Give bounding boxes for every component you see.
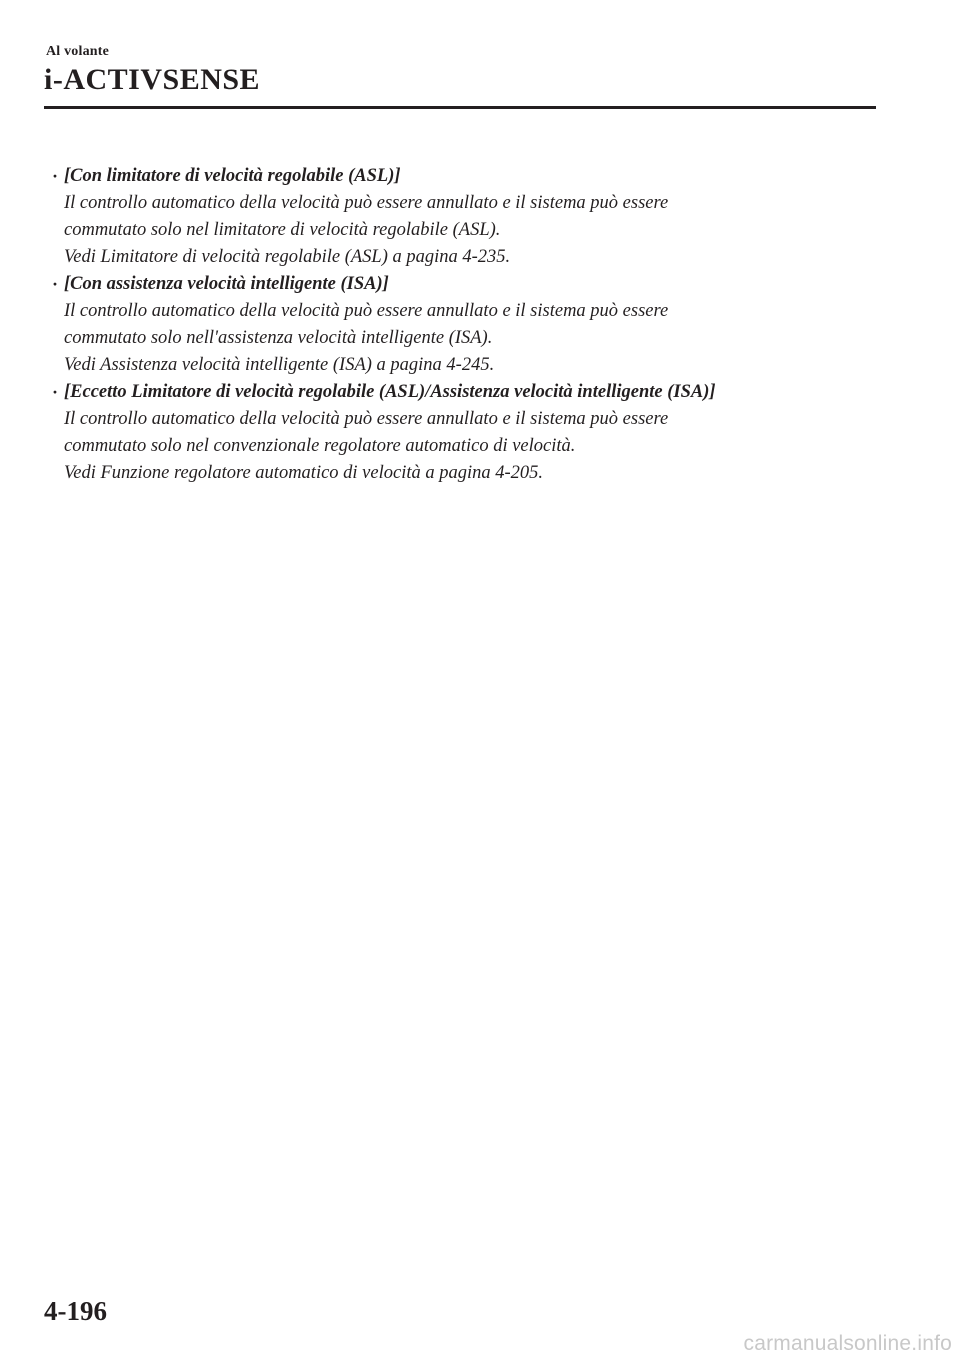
item-page-reference: Vedi Limitatore di velocità regolabile (ASL) a pagina 4-235. [64,247,511,267]
bullet-dot: · [52,382,59,402]
watermark: carmanualsonline.info [743,1332,952,1355]
item-text: commutato solo nell'assistenza velocità intelligente (ISA). [64,328,493,348]
page-number: 4-196 [44,1296,107,1326]
item-page-reference: Vedi Assistenza velocità intelligente (ISA) a pagina 4-245. [64,355,495,375]
heading-divider [44,106,876,109]
section-label: Al volante [46,44,110,59]
item-page-reference: Vedi Funzione regolatore automatico di velocità a pagina 4-205. [64,463,544,483]
item-heading: [Con limitatore di velocità regolabile (ASL)] [64,166,401,186]
list-item [46,379,876,487]
item-heading: [Eccetto Limitatore di velocità regolabile (ASL)/Assistenza velocità intelligente (ISA)] [64,382,716,402]
item-text: commutato solo nel convenzionale regolatore automatico di velocità. [64,436,576,456]
list-item [46,271,876,379]
item-text: Il controllo automatico della velocità può essere annullato e il sistema può essere [64,409,669,429]
bullet-dot: · [52,166,59,186]
list-item [46,163,876,271]
bullet-dot: · [52,274,59,294]
item-text: Il controllo automatico della velocità può essere annullato e il sistema può essere [64,193,669,213]
content-body [46,163,876,487]
item-text: commutato solo nel limitatore di velocità regolabile (ASL). [64,220,501,240]
item-heading: [Con assistenza velocità intelligente (ISA)] [64,274,389,294]
page-title: i-ACTIVSENSE [44,63,261,96]
item-text: Il controllo automatico della velocità può essere annullato e il sistema può essere [64,301,669,321]
